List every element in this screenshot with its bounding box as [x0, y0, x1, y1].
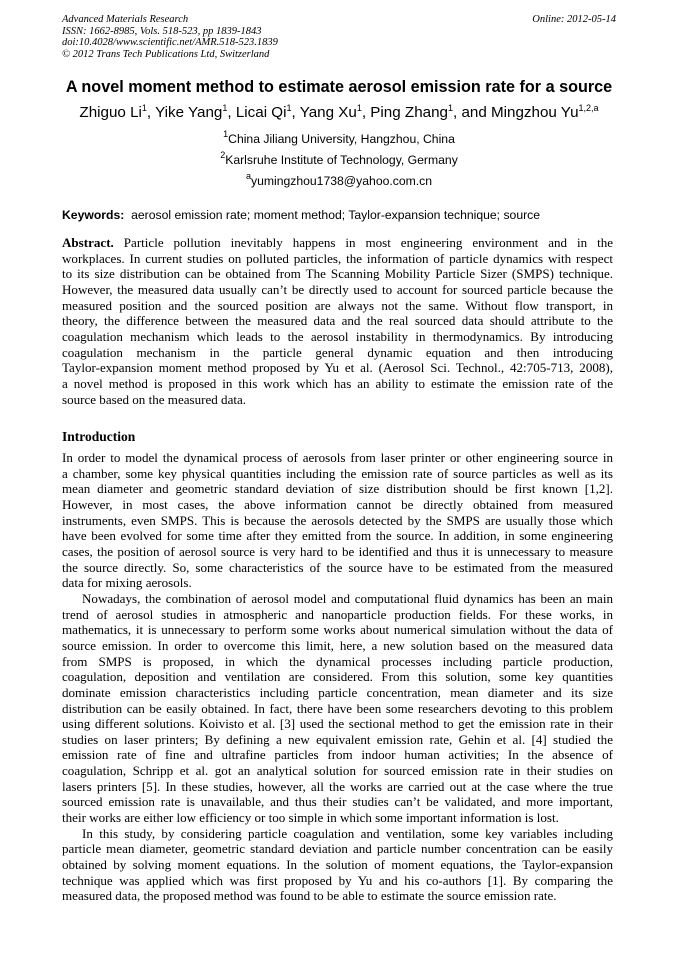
author-name: Ping Zhang — [370, 104, 448, 121]
paragraph-line: lasers printers [5]. In these studies, however, all the works are carried out at the case where the true — [62, 778, 613, 794]
paragraph-line: source emission. In order to overcome this limit, here, a new solution based on the measured data — [62, 637, 613, 653]
abstract-line: to its size distribution can be obtained from The Scanning Mobility Particle Sizer (SMPS) technique. — [62, 266, 613, 282]
abstract-line: measured position and the sourced position are always not the same. Without flow transport, in — [62, 297, 613, 313]
online-date: Online: 2012-05-14 — [532, 14, 616, 25]
abstract-line: However, the measured data usually can’t be directly used to account for sourced particle because the — [62, 281, 613, 297]
paragraph-line: their works are either low efficiency or too simple in which some important information is lost. — [62, 810, 559, 826]
author-affiliation-mark: 1 — [222, 103, 228, 113]
email-text: yumingzhou1738@yahoo.com.cn — [250, 174, 433, 188]
paragraph-line: dominate emission characteristics including particle concentration, mean diameter and its size — [62, 684, 613, 700]
paper-title: A novel moment method to estimate aerosol emission rate for a source — [65, 78, 613, 96]
affiliation-mark: 1 — [223, 129, 229, 139]
paragraph-line: However, in most cases, the above information cannot be directly obtained from measured — [62, 496, 613, 512]
paragraph-line: mathematics, it is unnecessary to perform some works about numerical simulation without the data of — [62, 622, 613, 638]
paragraph-line: In this study, by considering particle coagulation and ventilation, some key variables including — [82, 825, 613, 841]
contact-email — [0, 171, 678, 188]
author-list — [0, 104, 678, 121]
paragraph-line: a chamber, some key physical quantities including the emission rate of source particles as well as its — [62, 465, 613, 481]
author-separator: , — [291, 104, 300, 121]
paragraph-line: sourced emission rate is unavailable, and thus their studies can’t be validated, and more important, — [62, 794, 613, 810]
paragraph-line: obtained by solving moment equations. In the solution of moment equations, the Taylor-expansion — [62, 857, 613, 873]
author-separator: , — [146, 104, 156, 121]
journal-copyright: © 2012 Trans Tech Publications Ltd, Switzerland — [62, 48, 270, 60]
author-name: Yang Xu — [299, 104, 357, 121]
journal-header — [62, 14, 616, 60]
affiliation-mark: 2 — [220, 150, 226, 160]
introduction-body — [62, 450, 613, 904]
paragraph-line: coagulation, deposition and ventilation are considered. From this solution, some key quantities — [62, 669, 613, 685]
author-name: Mingzhou Yu — [491, 104, 579, 121]
paragraph-line: data for mixing aerosols. — [62, 575, 192, 591]
abstract — [62, 235, 613, 407]
affiliation-text: Karlsruhe Institute of Technology, Germany — [225, 153, 458, 167]
abstract-line: a novel method is proposed in this work which has an ability to estimate the emission rate of the — [62, 375, 613, 391]
abstract-line: workplaces. In current studies on polluted particles, the information of particle dynamics with respect — [62, 250, 613, 266]
author-affiliation-mark: 1 — [286, 103, 292, 113]
keywords-label: Keywords: — [62, 208, 125, 222]
abstract-line: theory, the difference between the measured data and the real sourced data should attribute to the — [62, 313, 613, 329]
abstract-line — [62, 235, 613, 251]
paragraph-line: Nowadays, the combination of aerosol model and computational fluid dynamics has been an main — [82, 590, 613, 606]
affiliation-2 — [0, 150, 678, 167]
paragraph-line: technique was applied which was first proposed by Yu and his co-authors [1]. By comparing the — [62, 872, 613, 888]
author-separator: , — [361, 104, 371, 121]
journal-issn: ISSN: 1662-8985, Vols. 518-523, pp 1839-1843 — [62, 25, 262, 37]
affiliation-mark: a — [245, 171, 251, 181]
author-name: Yike Yang — [155, 104, 223, 121]
author-affiliation-mark: 1,2,a — [578, 103, 599, 113]
paragraph-line: particle mean diameter, geometric standard deviation and particle number concentration can be easily — [62, 841, 613, 857]
abstract-label: Abstract. — [62, 235, 114, 250]
author-affiliation-mark: 1 — [356, 103, 362, 113]
journal-doi: doi:10.4028/www.scientific.net/AMR.518-523.1839 — [62, 37, 278, 49]
paragraph-line: trend of aerosol studies in atmospheric and nanoparticle production fields. For these works, in — [62, 606, 613, 622]
paragraph-line: instruments, even SMPS. This is because the aerosols detected by the SMPS are usually those which — [62, 512, 613, 528]
author-affiliation-mark: 1 — [141, 103, 147, 113]
affiliation-1 — [0, 129, 678, 146]
paragraph-line: emission rate of fine and ultrafine particles from indoor human activities; In the absence of — [62, 747, 613, 763]
paragraph-line: the source directly. So, some characteristics of the source have to be estimated from the measured — [62, 559, 613, 575]
paragraph-line: using different solutions. Koivisto et al. [3] used the sectional method to get the emission rate in their — [62, 716, 613, 732]
paragraph-line: In order to model the dynamical process of aerosols from laser printer or other engineering source in — [62, 450, 613, 465]
paragraph-line: studies on laser printers; By defining a new equivalent emission rate, Gehin et al. [4] studied the — [62, 731, 613, 747]
paragraph-line: measured data, the proposed method was found to be able to estimate the source emission rate. — [62, 888, 557, 904]
author-name: Zhiguo Li — [79, 104, 142, 121]
author-affiliation-mark: 1 — [447, 103, 453, 113]
keywords-text: aerosol emission rate; moment method; Taylor-expansion technique; source — [131, 208, 541, 222]
keywords — [62, 208, 540, 222]
abstract-line: Taylor-expansion moment method proposed by Yu et al. (Aerosol Sci. Technol., 42:705-713, 2008), — [62, 360, 613, 376]
journal-name: Advanced Materials Research — [62, 14, 189, 25]
author-separator: , and — [453, 104, 491, 121]
abstract-line: source based on the measured data. — [62, 391, 247, 407]
paragraph-line: coagulation, Schripp et al. got an analytical solution for sourced emission rate in their studies on — [62, 763, 613, 779]
paragraph-line: from SMPS is proposed, in which the dynamical processes including particle production, — [62, 653, 613, 669]
abstract-line: coagulation mechanism which leads to the aerosol instability in thermodynamics. By introducing — [62, 328, 613, 344]
affiliation-text: China Jiliang University, Hangzhou, China — [228, 132, 455, 146]
abstract-text: Particle pollution inevitably happens in most engineering environment and in the — [123, 235, 614, 250]
author-name: Licai Qi — [235, 104, 287, 121]
introduction-heading: Introduction — [62, 429, 136, 444]
paragraph-line: cases, the position of aerosol source is very hard to be identified and thus it is unnecessary to measure — [62, 543, 613, 559]
abstract-line: coagulation mechanism in the particle general dynamic equation and then introducing — [62, 344, 613, 360]
paragraph-line: mean diameter and geometric standard deviation of size distribution should be first known [1,2]. — [62, 481, 613, 497]
author-separator: , — [227, 104, 236, 121]
paragraph-line: distribution can be easily obtained. In fact, there have been some researchers devoting to this problem — [62, 700, 613, 716]
paragraph-line: have been evolved for some time after they emitted from the source. In addition, in some engineering — [62, 528, 613, 544]
